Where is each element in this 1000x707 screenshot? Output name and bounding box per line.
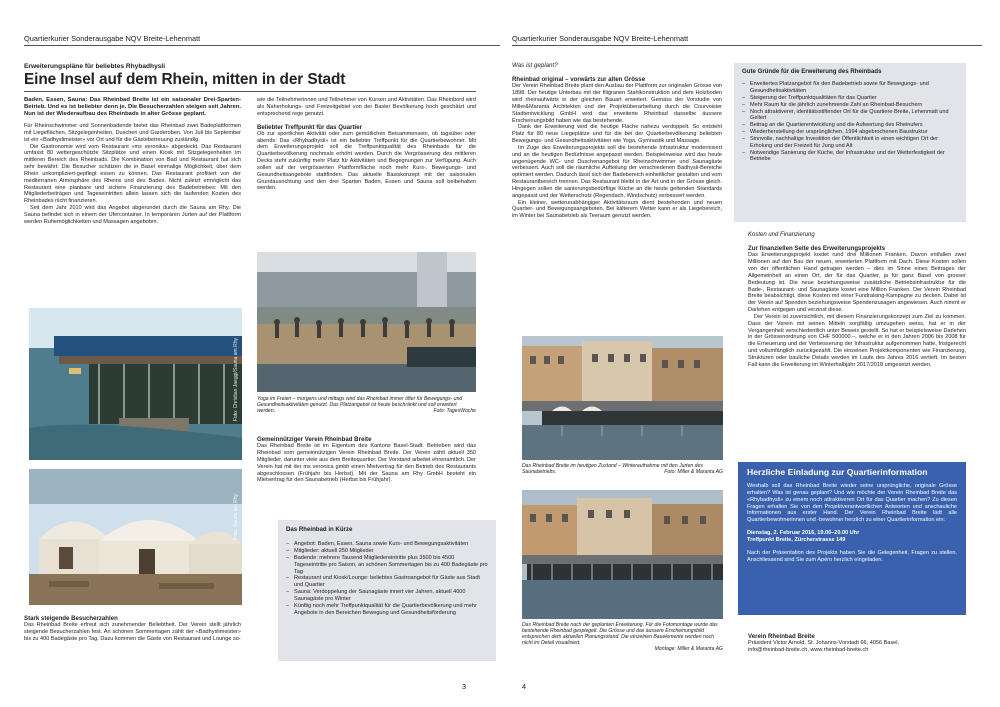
list-item: – Sinnvolle, nachhaltige Investition der Öffentlichkeit in einen wichtigen Ort der Erholung und der Freizeit für Jung und Alt [742, 136, 958, 150]
contact-name: Verein Rheinbad Breite [748, 633, 815, 640]
paragraph: Das Rheinbad Breite erfreut sich zunehmender Beliebtheit. Der Verein stellt jährlich steigende Besucherzahlen fest. An schönen Sommertagen zählt der «Badhyslimeister» bis zu 400 Badegäste pro Tag. Dazu kommen die Gäste von Restaurant und Lounge so- [24, 622, 241, 642]
kicker: Erweiterungspläne für beliebtes Rhybadhysli [24, 63, 166, 70]
contact-block [748, 633, 966, 654]
photo-montage-expanded [522, 490, 723, 619]
column-4 [748, 232, 966, 369]
column-3 [512, 63, 722, 220]
invitation-date: Dienstag, 2. Februar 2016, 19.00–20.00 Uhr [747, 530, 860, 537]
photo-caption [522, 622, 723, 652]
paragraph: Seit dem Jahr 2010 wird das Angebot abgerundet durch die Sauna am Rhy. Die Sauna befindet sich in einem der Ufercontainer. In temporären Jurten auf der Plattform werden Ruhemöglichkeiten und Massagen angeboten. [24, 205, 241, 225]
caption-text: Das Rheinbad Breite nach der geplanten Erweiterung. Für die Fotomontage wurde das bestehende Rheinbad gespiegelt. Die Grösse und das äussere Erscheinungsbild entsprechen dem aktuellen Planungsstand. Die einzelnen Bauelemente wurden noch nicht im Detail visualisiert. [522, 622, 718, 647]
caption-text: Yoga im Freien – morgens und mittags wird das Rheinbad immer öfter für Bewegungs- und Gesundheitsaktivitäten genutzt. Das Platzangebot ist heute beschränkt und soll erweitert werden. [257, 396, 463, 415]
list-item: – Restaurant und Kiosk/Lounge: beliebtes Gastroangebot für Gäste aus Stadt und Quartier [286, 575, 488, 589]
reasons-title: Gute Gründe für die Erweiterung des Rheinbads [742, 68, 882, 75]
caption-text: Das Rheinbad Breite im heutigen Zustand – Winteraufnahme mit den Jurten des Saunabetriebs. [522, 463, 703, 476]
list-item: – Mitglieder: aktuell 250 Mitglieder [286, 548, 488, 555]
photo-caption [257, 396, 476, 414]
paragraph: Der Verein Rheinbad Breite plant den Ausbau der Plattform zur originalen Grösse von 1898. Der heutige Unterbau mit der filigranen Stahlkonstruktion und dem Holzboden wird rheinaufwärts in der gleichen Bauart erweitert. Gemäss der Vorstudie von Miller&Maranta Architekten und der Projektüberarbeitung durch die Courvoisier Stadtentwicklung GmbH wird das erweiterte Rheinbad dasselbe äussere Erscheinungsbild haben wie das bestehende. [512, 83, 722, 124]
summary-box [278, 520, 496, 661]
reasons-list [742, 81, 958, 163]
paragraph: Dank der Erweiterung wird die heutige Fläche nahezu verdoppelt. So entsteht Platz für 80 neue Liegeplätze und für die bei der Quartierbevölkerung beliebten Bewegungs- und Gesundheitsaktivitäten wie Yoga, Gymnastik und Massage. [512, 124, 722, 145]
page-number: 4 [522, 682, 526, 691]
page-right [512, 0, 982, 707]
paragraph: Ein kleiner, wetterunabhängiger Aktivitätsraum dient bestehenden und neuen Quartier- und Bewegungsangeboten. Bei kälterem Wetter kann er als Liegebereich, im Winter bei Saunabetrieb als Teeraum genutzt werden. [512, 199, 722, 220]
photo-winter-current [522, 336, 723, 460]
invitation-box [738, 462, 966, 615]
paragraph: Das Erweiterungsprojekt kostet rund drei Millionen Franken. Davon entfallen zwei Millionen auf den Bau der neuen, erweiterten Plattform mit Dach. Diese Kosten sollen von der öffentlichen Hand getragen werden – dies im Sinne eines Beitrages der Allgemeinheit an einen Ort, der für das Quartier, ja für ganz Basel von grosser Bedeutung ist. Die neue beziehungsweise zusätzliche Betriebsinfrastruktur für die Bade-, Restaurant- und Saunagäste kostet eine Million Franken. Der Verein Rheinbad Breite beabsichtigt, diese Kosten mit einer Fundraising-Kampagne zu decken. Dabei ist der Verein auf Spenden beziehungsweise Spendenzusagen angewiesen. Auch nimmt er Darlehen entgegen und verzinst diese. [748, 252, 966, 314]
lead-text: Baden, Essen, Sauna: Das Rheinbad Breite ist ein saisonaler Drei-Sparten-Betrieb. Und es ist beliebter denn je. Die Besucherzahlen steigen seit Jahren. Nun ist der Wiederaufbau des Rheinbads in alter Grösse geplant. [24, 97, 241, 117]
photo-credit: Foto: Miller & Maranta AG [664, 469, 723, 476]
list-item: – Steigerung der Treffpunktqualitäten für das Quartier [742, 95, 958, 102]
photo-caption [522, 463, 723, 475]
photo-sauna-yurts [29, 469, 242, 605]
list-item: – Erweitertes Platzangebot für den Badebetrieb sowie für Bewegungs- und Gesundheitsaktivitäten [742, 81, 958, 95]
invitation-title: Herzliche Einladung zur Quartierinformation [747, 467, 928, 477]
summary-list [286, 541, 488, 616]
list-item: – Wiederherstellung der ursprünglichen, 1994 abgebrochenen Baustruktur [742, 129, 958, 136]
paragraph: Die Gastronomie wird vom Restaurant «ms veronika» abgedeckt. Das Restaurant umfasst 80 wettergeschützte Sitzplätze und einen Kiosk mit Sitzgelegenheiten im mittleren Bereich des Rheinbads. Die Kombination von Bad und Restaurant hat sich sehr bewährt: Die Besucher schätzen die in Basel einmalige Möglichkeit, über dem Rhein unkompliziert-gepflegt essen zu können. Das Restaurant profitiert von der mediterranen Atmosphäre des Rheins und des Bades. Nicht zuletzt ermöglicht das Restaurant eine planbare und sichere Finanzierung des Badebetriebes: Mit den Mitgliederbeiträgen und Tageseintritten allein lassen sich die laufenden Kosten des Rheinbades nicht finanzieren. [24, 143, 241, 205]
photo-credit: Foto: Sauna am Rhy [233, 494, 239, 540]
photo-credit: Foto: Christian Jaeggi/Sauna am Rhy [233, 338, 239, 422]
section-kicker: Was ist geplant? [512, 62, 558, 69]
page-left [24, 0, 500, 707]
section-heading: Gemeinnütziger Verein Rheinbad Breite [257, 436, 372, 443]
list-item: – Badende: mehrere Tausend Mitgliedereintritte plus 3500 bis 4500 Tageseintritte pro Saison, an schönen Sommertagen bis zu 400 Badegäste pro Tag [286, 555, 488, 576]
running-head-left: Quartierkurier Sonderausgabe NQV Breite-Lehenmatt [24, 34, 500, 46]
summary-title: Das Rheinbad in Kürze [286, 526, 353, 533]
photo-credit: Montage: Miller & Maranta AG [654, 646, 723, 653]
paragraph: Der Verein ist zuversichtlich, mit diesem Finanzierungskonzept zum Ziel zu kommen. Dass der Verein mit seinen Mitteln sorgfältig umzugehen weiss, hat er in der Vergangenheit verschiedentlich unter Beweis gestellt. So hat er beispielsweise Darlehen in der Grössenordnung von CHF 500000.–, welche er in den Jahren 2006 bis 2008 für die Erneuerung und der Verbesserung der Infrastruktur aufgenommen hatte, fristgerecht und vollumfänglich zurückgezahlt. Die einzelnen Projektkomponenten wie Finanzierung, Strukturen oder bauliche Details werden im Laufe des Jahres 2016 vertieft. Im besten Fall kann die Erweiterung im Winterhalbjahr 2017/2018 umgesetzt werden. [748, 313, 966, 368]
column-1 [24, 97, 241, 226]
photo-yoga [257, 252, 476, 392]
paragraph: Weshalb soll das Rheinbad Breite wieder seine ursprüngliche, originale Grösse erhalten? Was ist genau geplant? Und wie möchte der Verein Rheinbad Breite das «Rhybadhysli» zu einem noch attraktiveren Ort für das Quartier machen? Zu diesen Fragen erhalten Sie von den Projektverantwortlichen Antworten und anschauliche Informationen aus erster Hand. Der Verein Rheinbad Breite lädt alle Quartierbewohnerinnen und -bewohner herzlich zu einer Quartierinformation ein: [747, 483, 957, 524]
page-title: Eine Insel auf dem Rhein, mitten in der Stadt [24, 71, 476, 92]
paragraph: wie die Teilnehmerinnen und Teilnehmer von Kursen und Aktivitäten. Das Rheinbord wird als Naherholungs- und Freizeitgebiet von der Basler Bevölkerung hoch geschätzt und entsprechend rege genutzt. [257, 97, 476, 117]
contact-address: Präsident Victor Arnold, St. Johanns-Vorstadt 66, 4056 Basel, [748, 640, 899, 647]
paragraph: Ob zur sportlichen Aktivität oder zum gemütlichen Beisammensein, ob tagsüber oder abends: Das «Rhybadhysli» ist ein beliebter Treffpunkt für die Quartierbewohner. Mit dem Erweiterungsprojekt soll die Treffpunktqualität des Rheinbads für die Quartierbevölkerung nochmals erhöht werden. Durch die Vergrösserung des mittleren Decks steht zukünftig mehr Platz für Aktivitäten und Begegnungen zur Verfügung. Auch sollen auf der vergrösserten Plattformfläche noch mehr Kurs-, Bewegungs- und Gesundheitsangebote stattfinden. Das aktuelle Basiskonzept mit der saisonalen Grundausrichtung und den drei Sparten Baden, Essen und Sauna soll beibehalten werden. [257, 130, 476, 192]
list-item: – Noch attraktiverer, identitätsstiftender Ort für die Quartiere Breite, Lehenmatt und Gellert [742, 109, 958, 123]
section-heading: Zur finanziellen Seite des Erweiterungsprojekts [748, 245, 886, 253]
section-heading: Beliebter Treffpunkt für das Quartier [257, 123, 362, 131]
section-heading: Stark steigende Besucherzahlen [24, 615, 118, 622]
section-heading: Rheinbad original – vorwärts zur alten Grösse [512, 76, 646, 84]
list-item: – Künftig noch mehr Treffpunktqualität für die Quartierbevölkerung und mehr Angebote in den Bereichen Bewegung und Gesundheitsförderung [286, 603, 488, 617]
photo-credit: Foto: TagesWoche [433, 408, 476, 415]
list-item: – Angebot: Baden, Essen, Sauna sowie Kurs- und Bewegungsaktivitäten [286, 541, 488, 548]
contact-web: info@rheinbad-breite.ch, www.rheinbad-breite.ch [748, 647, 869, 654]
invitation-place: Treffpunkt Breite, Zürcherstrasse 149 [747, 536, 846, 543]
column-2 [257, 97, 476, 192]
section-kicker: Kosten und Finanzierung [748, 232, 815, 238]
page-number: 3 [462, 682, 466, 691]
paragraph: Das Rheinbad Breite ist im Eigentum des Kantons Basel-Stadt. Betrieben wird das Rheinbad vom gemeinnützigen Verein Rheinbad Breite. Der Verein zählt aktuell 350 Mitglieder, darunter viele aus dem Breitequartier. Der Vorstand arbeitet ehrenamtlich. Der Verein hat mit der ms veronica gmbh einen Mietvertrag für den Betrieb des Restaurants abgeschlossen (Frühjahr bis Herbst). Mit der Sauna am Rhy GmbH besteht ein Mietvertrag für den Saunabetrieb (Herbst bis Frühjahr). [257, 443, 476, 484]
list-item: – Sauna: Verdoppelung der Saunagäste innert vier Jahren, aktuell 4000 Saunagäste pro Winter [286, 589, 488, 603]
paragraph: Für Rheinschwimmer und Sonnenbadende bietet das Rheinbad zwei Badeplattformen mit Liegeflächen, Sitzgelegenheiten, Duschen und Garderoben. Von Juli bis September ist ein «Badhyslimeister» vor Ort und für die Gästebetreuung zuständig. [24, 123, 241, 143]
list-item: – Mehr Raum für die jährlich zunehmende Zahl an Rheinbad-Besuchern [742, 102, 958, 109]
paragraph: Nach der Präsentation des Projekts haben Sie die Gelegenheit, Fragen zu stellen. Anschliessend sind Sie zum Apéro herzlich eingeladen. [747, 549, 957, 563]
list-item: – Beitrag an die Quartierentwicklung und die Aufwertung des Rheinufers [742, 122, 958, 129]
section-verein [257, 434, 476, 484]
article-header [24, 63, 476, 92]
list-item: – Notwendige Sanierung der Küche, der Infrastruktur und der Wetterfestigkeit der Betriebe [742, 150, 958, 164]
paragraph: Im Zuge des Erweiterungsprojekts soll die bestehende Infrastruktur modernisiert und an die heutigen Bedürfnisse angepasst werden. Beispielsweise wird das heute ungenügende WC- und Duschenangebot für Rheinschwimmer und Saunagäste verbessert. Auch soll die räumliche Aufteilung der verschiedenen Badhysli-Bereiche optimiert werden. Dadurch lässt sich der Badebereich einheitlicher gestalten und vom Restaurantbereich trennen. Das Restaurant bleibt in der Art und in der Grösse gleich. Hingegen sollen die sanierungsbedürftige Küche an die heute geltenden Standards angepasst und der Wetterschutz (Regendach, Windschutz) verbessert werden. [512, 144, 722, 199]
reasons-box [734, 63, 966, 222]
running-head-right: Quartierkurier Sonderausgabe NQV Breite-Lehenmatt [512, 34, 982, 46]
section-besucherzahlen [24, 613, 241, 643]
photo-rheinbad-platform [29, 308, 242, 460]
